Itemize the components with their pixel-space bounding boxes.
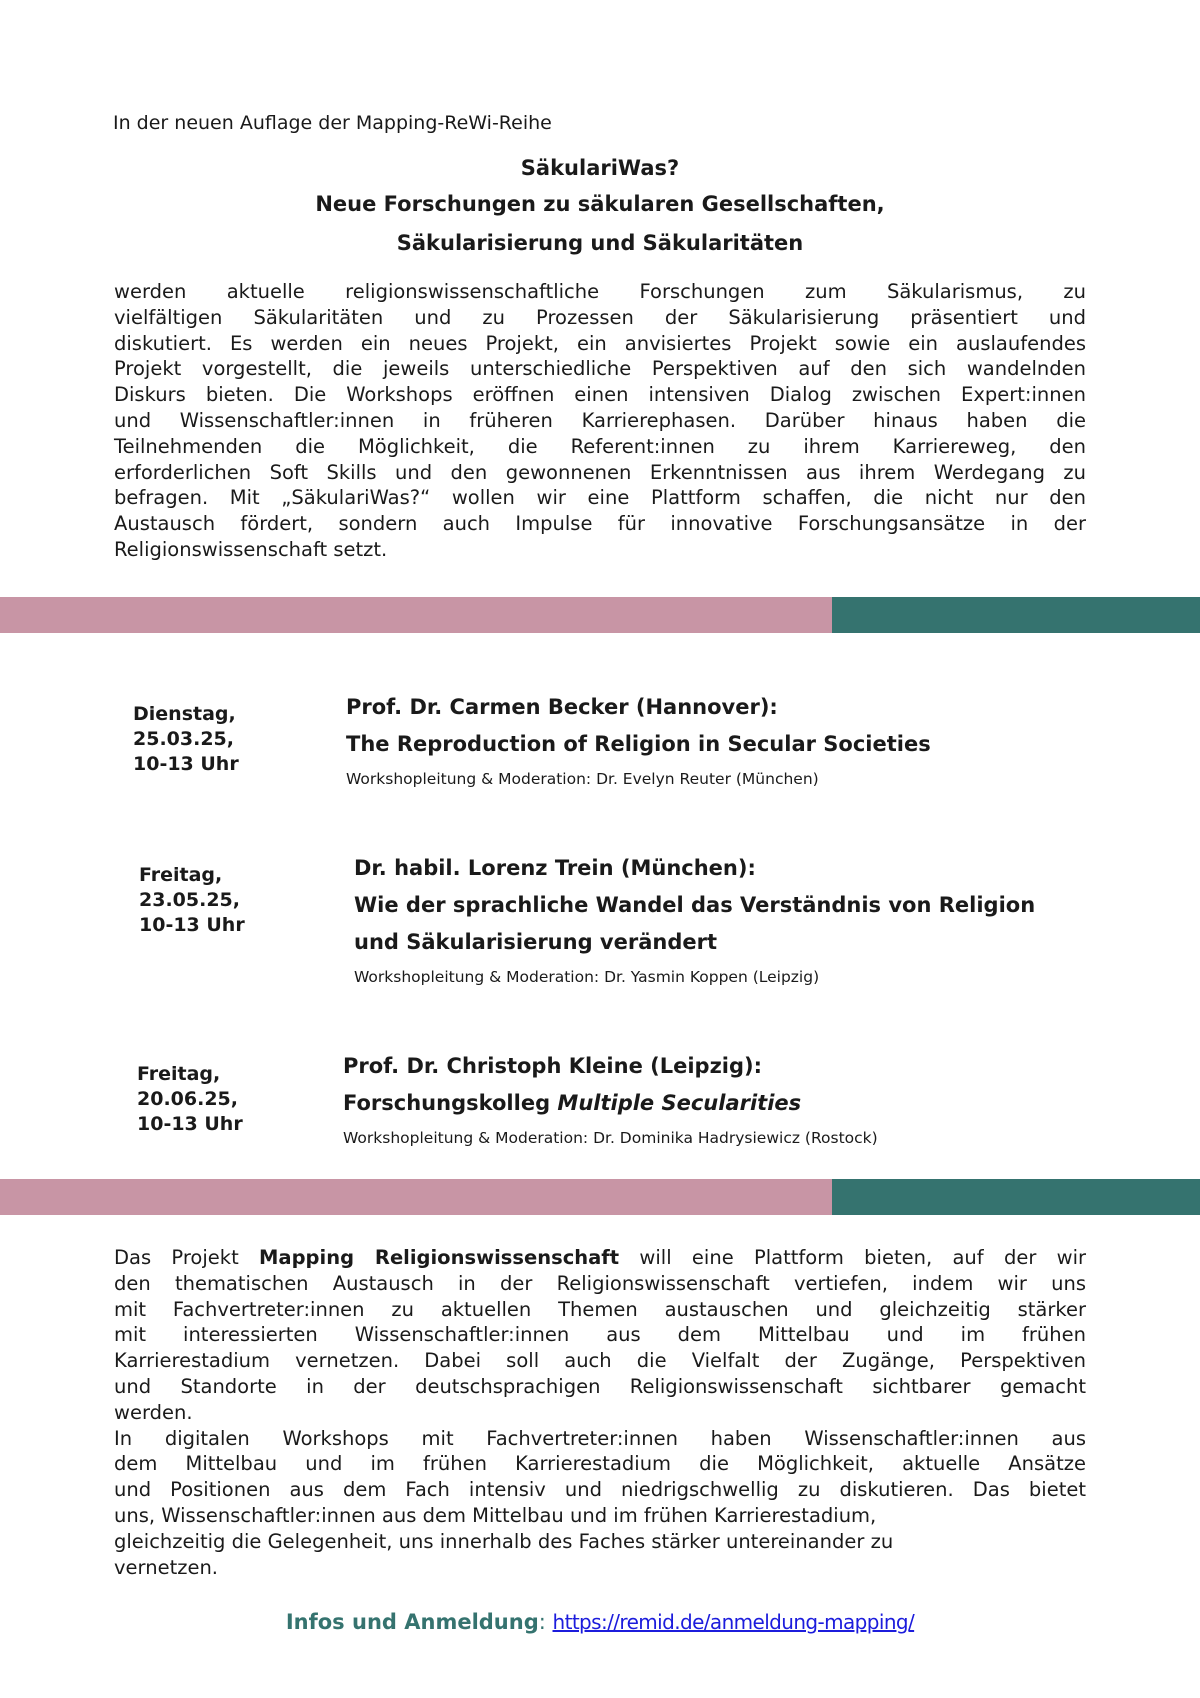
description-line: werden aktuelle religionswissenschaftliche Forschungen zum Säkularismus, zu [114,280,1086,303]
event-2-title-line-1: Wie der sprachliche Wandel das Verständnis von Religion [354,893,1036,917]
divider-bar-bottom [0,1179,1200,1215]
event-day: Freitag, [137,1063,221,1085]
project-line: vernetzen. [114,1555,219,1579]
project-line: mit interessierten Wissenschaftler:innen aus dem Mittelbau und im frühen [114,1323,1086,1347]
event-3-date [137,1062,243,1137]
event-date: 20.06.25, [137,1088,238,1110]
project-first-line-rest: will eine Plattform bieten, auf der wir [619,1246,1087,1269]
event-time: 10-13 Uhr [139,914,245,936]
description-line: Teilnehmenden die Möglichkeit, die Referent:innen zu ihrem Karriereweg, den [114,434,1086,458]
project-paragraph [114,1245,1086,1580]
project-line: In digitalen Workshops mit Fachvertreter:innen haben Wissenschaftler:innen aus [114,1426,1086,1450]
event-1-title: The Reproduction of Religion in Secular Societies [346,732,931,756]
description-line: Projekt vorgestellt, die jeweils unterschiedliche Perspektiven auf den sich wandelnden [114,357,1086,381]
description-line: diskutiert. Es werden ein neues Projekt, ein anvisiertes Projekt sowie ein auslaufendes [114,331,1086,355]
event-2-title-line-2: und Säkularisierung verändert [354,930,717,954]
project-line: werden. [114,1400,193,1424]
description-line: erforderlichen Soft Skills und den gewonnenen Erkenntnissen aus ihrem Werdegang zu [114,460,1086,484]
event-3-moderation: Workshopleitung & Moderation: Dr. Dominika Hadrysiewicz (Rostock) [343,1129,878,1147]
description-line: befragen. Mit „SäkulariWas?“ wollen wir eine Plattform schaffen, die nicht nur den [114,486,1086,510]
divider-pink-segment [0,1179,832,1215]
title-subtitle-line-2: Säkularisierung und Säkularitäten [396,231,804,255]
event-day: Dienstag, [133,703,236,725]
event-3-title [343,1091,801,1115]
event-3-title-prefix: Forschungskolleg [343,1091,558,1115]
event-2-moderation: Workshopleitung & Moderation: Dr. Yasmin Koppen (Leipzig) [354,968,820,986]
event-1-speaker: Prof. Dr. Carmen Becker (Hannover): [346,695,778,719]
title-subtitle-line-1: Neue Forschungen zu säkularen Gesellschaften, [315,192,885,216]
description-line: Religionswissenschaft setzt. [114,537,388,561]
divider-teal-segment [832,1179,1200,1215]
project-line: Karrierestadium vernetzen. Dabei soll auch die Vielfalt der Zugänge, Perspektiven [114,1349,1086,1373]
event-2-speaker: Dr. habil. Lorenz Trein (München): [354,856,756,880]
title-main: SäkulariWas? [520,156,680,180]
event-2-date [139,863,245,938]
intro-line: In der neuen Auflage der Mapping-ReWi-Reihe [113,112,552,134]
description-paragraph [114,279,1086,563]
project-line [114,1245,1086,1271]
event-1-date [133,702,239,777]
divider-pink-segment [0,597,832,633]
event-date: 23.05.25, [139,889,240,911]
project-line: mit Fachvertreter:innen zu aktuellen Themen austauschen und gleichzeitig stärker [114,1297,1086,1321]
project-line: dem Mittelbau und im frühen Karrierestadium die Möglichkeit, aktuelle Ansätze [114,1452,1086,1476]
event-time: 10-13 Uhr [137,1113,243,1135]
footer-label: Infos und Anmeldung [285,1610,539,1634]
event-3-title-italic: Multiple Secularities [557,1091,802,1115]
event-time: 10-13 Uhr [133,753,239,775]
description-line: und Wissenschaftler:innen in früheren Karrierephasen. Darüber hinaus haben die [114,408,1086,432]
divider-bar-top [0,597,1200,633]
description-line: Austausch fördert, sondern auch Impulse für innovative Forschungsansätze in der [114,512,1086,536]
footer-separator: : [538,1610,553,1634]
event-1-moderation: Workshopleitung & Moderation: Dr. Evelyn Reuter (München) [346,770,819,788]
project-line: gleichzeitig die Gelegenheit, uns innerhalb des Faches stärker untereinander zu [114,1529,894,1553]
project-prefix: Das Projekt [114,1246,260,1269]
description-line: vielfältigen Säkularitäten und zu Prozessen der Säkularisierung präsentiert und [114,305,1086,329]
project-line: uns, Wissenschaftler:innen aus dem Mittelbau und im frühen Karrierestadium, [114,1503,877,1527]
footer-registration [0,1610,1200,1634]
project-name: Mapping Religionswissenschaft [259,1246,620,1269]
description-line: Diskurs bieten. Die Workshops eröffnen einen intensiven Dialog zwischen Expert:innen [114,383,1086,407]
event-date: 25.03.25, [133,728,234,750]
project-line: den thematischen Austausch in der Religionswissenschaft vertiefen, indem wir uns [114,1271,1086,1295]
project-line: und Standorte in der deutschsprachigen Religionswissenschaft sichtbarer gemacht [114,1374,1086,1398]
event-3-speaker: Prof. Dr. Christoph Kleine (Leipzig): [343,1054,763,1078]
event-day: Freitag, [139,864,223,886]
project-line: und Positionen aus dem Fach intensiv und niedrigschwellig zu diskutieren. Das bietet [114,1478,1086,1502]
registration-link[interactable]: https://remid.de/anmeldung-mapping/ [552,1610,915,1634]
divider-teal-segment [832,597,1200,633]
